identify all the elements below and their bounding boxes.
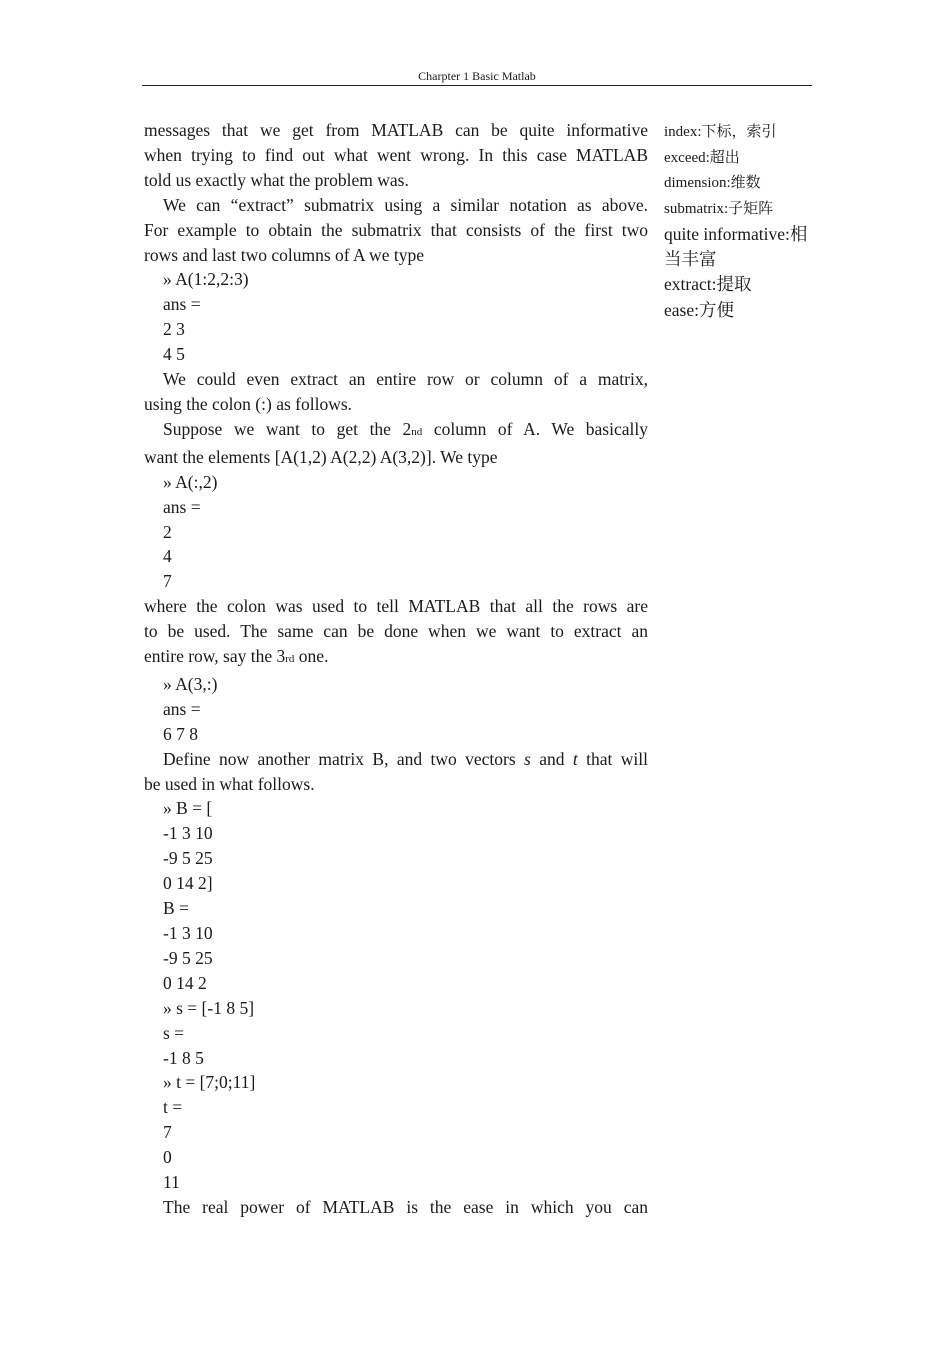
code-line: -9 5 25 xyxy=(163,848,213,869)
paragraph-4 xyxy=(144,417,648,470)
main-text xyxy=(144,118,648,1220)
glossary-entry: extract:提取 xyxy=(664,274,752,295)
text-line: For example to obtain the submatrix that consists of the first two xyxy=(144,219,648,240)
text-line: rows and last two columns of A we type xyxy=(144,244,424,265)
code-line: ans = xyxy=(163,698,201,719)
code-line: s = xyxy=(163,1022,185,1043)
ordinal-suffix: nd xyxy=(411,425,423,438)
text-line: when trying to find out what went wrong. In this case MATLAB xyxy=(144,144,648,165)
glossary-entry: dimension:维数 xyxy=(664,175,761,191)
code-line: -1 8 5 xyxy=(163,1047,204,1068)
code-line: » t = [7;0;11] xyxy=(163,1072,256,1093)
glossary-entry: submatrix:子矩阵 xyxy=(664,200,774,217)
glossary-entry: ease:方便 xyxy=(664,299,734,320)
code-line: 11 xyxy=(163,1172,180,1193)
code-block-1 xyxy=(144,267,648,367)
paragraph-6 xyxy=(144,747,648,797)
code-line: 7 xyxy=(163,1122,172,1143)
code-block-3 xyxy=(144,672,648,747)
code-line: -9 5 25 xyxy=(163,947,213,968)
paragraph-3 xyxy=(144,367,648,417)
text-line: messages that we get from MATLAB can be quite informative xyxy=(144,120,648,140)
code-line: t = xyxy=(163,1097,183,1118)
text-line: Suppose we want to get the 2nd column of A. We basically xyxy=(163,418,648,439)
paragraph-5 xyxy=(144,594,648,672)
code-line: » B = [ xyxy=(163,798,213,819)
code-line: B = xyxy=(163,898,189,919)
code-line: -1 3 10 xyxy=(163,923,213,943)
text-line: using the colon (:) as follows. xyxy=(144,393,353,414)
code-line: 2 3 xyxy=(163,319,185,340)
code-line: » s = [-1 8 5] xyxy=(163,997,255,1018)
code-line: 0 14 2] xyxy=(163,873,213,894)
text-line: be used in what follows. xyxy=(144,773,315,794)
text-line: We can “extract” submatrix using a similar notation as above. xyxy=(163,194,648,215)
code-line: 4 5 xyxy=(163,344,185,365)
text-line: want the elements [A(1,2) A(2,2) A(3,2)]. We type xyxy=(144,446,498,467)
glossary-sidebar xyxy=(664,120,834,323)
text-line: to be used. The same can be done when we want to extract an xyxy=(144,621,648,642)
code-line: 0 14 2 xyxy=(163,972,207,993)
code-line: 0 xyxy=(163,1147,172,1168)
code-line: ans = xyxy=(163,496,201,517)
code-line: » A(3,:) xyxy=(163,673,218,694)
code-line: -1 3 10 xyxy=(163,823,213,844)
code-line: » A(:,2) xyxy=(163,471,218,492)
glossary-entry: 当丰富 xyxy=(664,249,717,270)
glossary-entry: exceed:超出 xyxy=(664,149,740,166)
page-header: Charpter 1 Basic Matlab xyxy=(418,69,536,83)
text-line: where the colon was used to tell MATLAB that all the rows are xyxy=(144,596,648,617)
text-line: entire row, say the 3rd one. xyxy=(144,646,329,667)
glossary-entry: quite informative:相 xyxy=(664,224,808,244)
glossary-entry: index:下标，索引 xyxy=(664,124,777,140)
code-line: 2 xyxy=(163,521,172,542)
paragraph-7: The real power of MATLAB is the ease in which you can xyxy=(163,1196,648,1217)
code-block-4 xyxy=(144,796,648,1195)
code-block-2 xyxy=(144,470,648,595)
code-line: 7 xyxy=(163,571,172,592)
text-line: We could even extract an entire row or column of a matrix, xyxy=(163,369,648,390)
paragraph-1 xyxy=(144,118,648,193)
text-line: Define now another matrix B, and two vectors s and t that will xyxy=(163,748,648,769)
code-line: ans = xyxy=(163,294,201,315)
header-rule xyxy=(142,85,812,86)
paragraph-2 xyxy=(144,193,648,268)
ordinal-suffix: rd xyxy=(285,653,295,666)
code-line: » A(1:2,2:3) xyxy=(163,269,249,290)
code-line: 6 7 8 xyxy=(163,723,198,744)
code-line: 4 xyxy=(163,546,172,567)
text-line: told us exactly what the problem was. xyxy=(144,169,409,190)
